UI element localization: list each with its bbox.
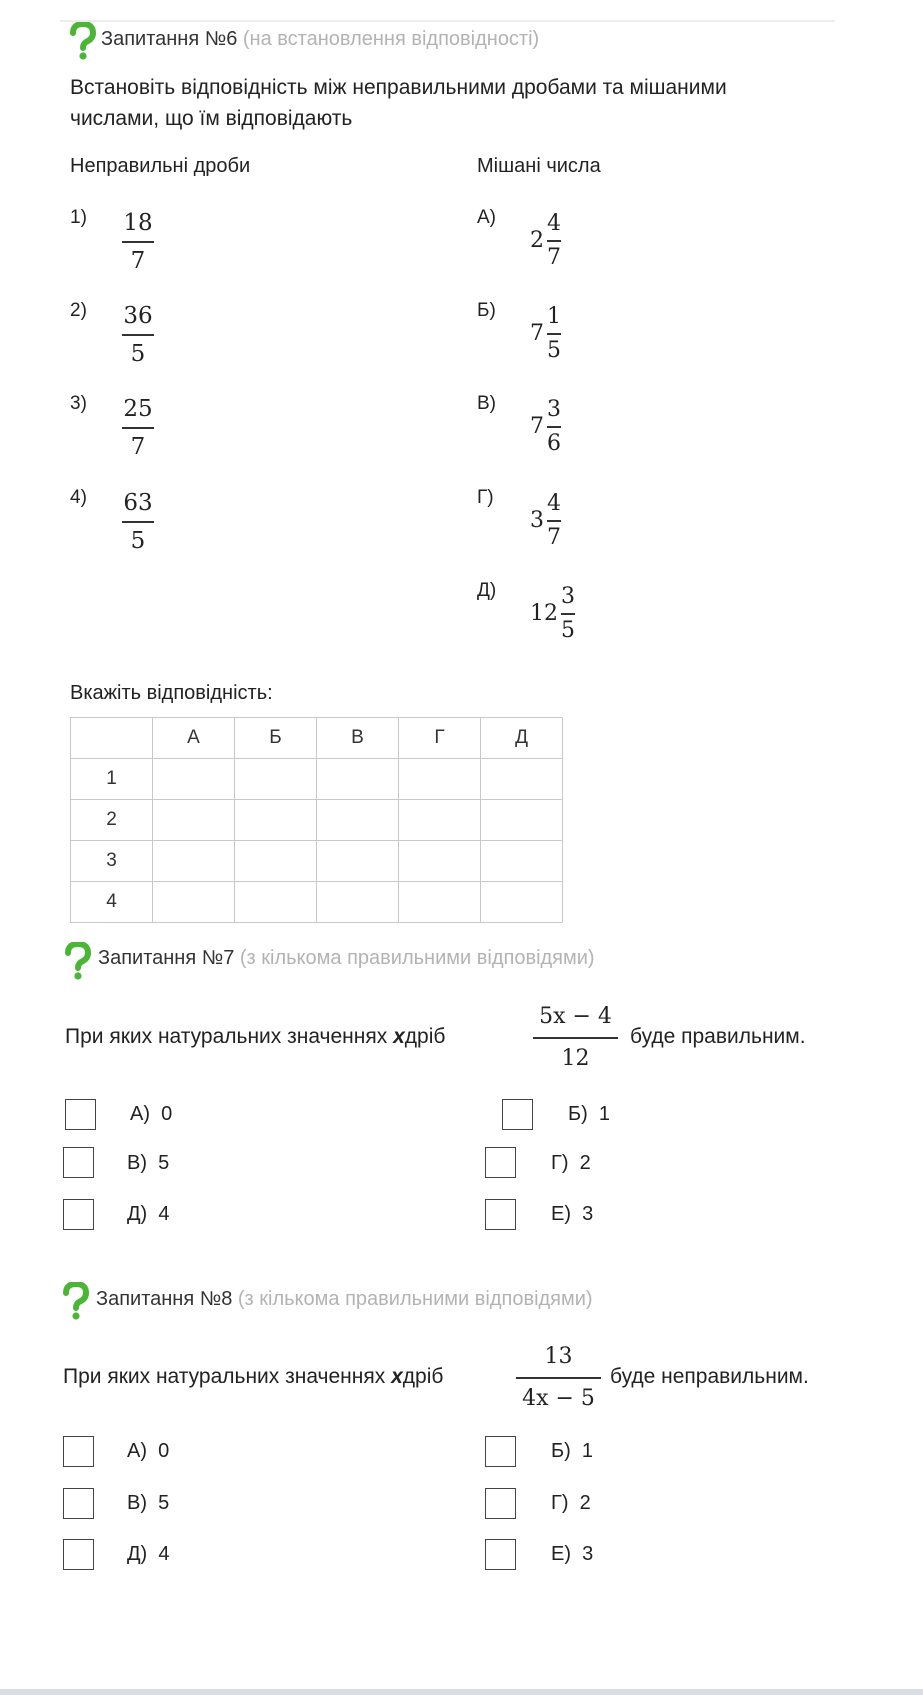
option-label: Г) 2 [551,1492,591,1514]
option-label: Г) 2 [551,1152,591,1174]
answer-cell[interactable] [481,882,563,923]
fraction-label: 1) [70,207,87,228]
answer-cell[interactable] [481,841,563,882]
checkbox-option-g[interactable] [485,1147,516,1178]
table-header-row [71,718,563,759]
answer-cell[interactable] [317,759,399,800]
question-6-text-line-2: числами, що їм відповідають [70,107,353,130]
option-label: Б) 1 [551,1440,594,1462]
fraction-label: 2) [70,300,87,321]
numerator: 4 [547,211,561,236]
answer-cell[interactable] [399,841,481,882]
answer-cell[interactable] [235,759,317,800]
mixed-number [530,490,561,552]
fraction-bar [533,1037,618,1039]
question-title: Запитання №7 [98,947,235,969]
question-7-text-end: буде правильним. [630,1025,806,1048]
checkbox-option-e[interactable] [485,1199,516,1230]
checkbox-option-e[interactable] [485,1539,516,1570]
denominator: 7 [130,247,146,274]
question-title: Запитання №8 [96,1288,233,1310]
table-title: Вкажіть відповідність: [70,682,273,704]
mixed-number [530,303,561,365]
answer-cell[interactable] [153,841,235,882]
answer-cell[interactable] [235,800,317,841]
question-text: дріб [402,1365,444,1388]
answer-cell[interactable] [153,759,235,800]
numerator: 18 [123,210,153,236]
option-label: Е) 3 [551,1203,594,1225]
checkbox-option-d[interactable] [63,1199,94,1230]
answer-cell[interactable] [399,759,481,800]
column-header: В [317,718,399,759]
top-divider [60,20,835,22]
answer-cell[interactable] [317,800,399,841]
mixed-label: Г) [477,487,494,508]
option-label: А) 0 [127,1440,170,1462]
question-mark-icon [70,22,96,62]
table-row [71,759,563,800]
row-header: 1 [71,759,153,800]
question-title: Запитання №6 [101,28,238,50]
question-type: (на встановлення відповідності) [242,28,540,50]
option-label: Е) 3 [551,1543,594,1565]
fraction-bar [122,521,154,523]
fraction [122,301,154,369]
fraction-bar [122,241,154,243]
checkbox-option-a[interactable] [65,1099,96,1130]
question-8-text-end: буде неправильним. [610,1365,809,1388]
option-label: Д) 4 [127,1543,170,1565]
denominator: 5 [130,340,146,367]
fraction-bar [122,427,154,429]
corner-cell [71,718,153,759]
fraction-bar [547,333,561,335]
checkbox-option-a[interactable] [63,1436,94,1467]
question-type: (з кількома правильними відповідями) [239,947,595,969]
variable: x [393,1025,405,1048]
denominator: 6 [547,430,561,456]
denominator: 7 [547,524,561,550]
fraction [122,208,154,276]
option-label: В) 5 [127,1492,170,1514]
mixed-number [530,583,575,645]
question-6-text-line-1: Встановіть відповідність між неправильними дробами та мішаними [70,76,727,99]
answer-cell[interactable] [317,882,399,923]
question-text: При яких натуральних значеннях [65,1025,388,1048]
column-header: А [153,718,235,759]
whole-part: 7 [530,414,544,440]
question-7-text-start [65,1022,445,1052]
numerator: 3 [561,584,575,609]
table-row [71,841,563,882]
fraction-label: 4) [70,487,87,508]
whole-part: 2 [530,228,544,254]
question-mark-icon [65,942,91,982]
numerator: 3 [547,397,561,422]
checkbox-option-g[interactable] [485,1488,516,1519]
checkbox-option-b[interactable] [502,1099,533,1130]
denominator: 12 [561,1045,590,1071]
whole-part: 12 [530,601,558,627]
fraction [122,488,154,556]
fraction [122,394,154,462]
numerator: 36 [123,303,153,329]
fraction-bar [547,426,561,428]
option-label: В) 5 [127,1152,170,1174]
question-text: При яких натуральних значеннях [63,1365,386,1388]
bottom-bar [0,1689,923,1695]
denominator: 5 [561,617,575,643]
fraction-bar [547,520,561,522]
mixed-label: Б) [477,300,496,321]
numerator: 13 [544,1344,573,1369]
option-label: Б) 1 [568,1103,611,1125]
table-row [71,800,563,841]
answer-cell[interactable] [153,800,235,841]
row-header: 4 [71,882,153,923]
whole-part: 3 [530,508,544,534]
answer-cell[interactable] [399,882,481,923]
denominator: 4x − 5 [522,1385,595,1411]
numerator: 4 [547,491,561,516]
denominator: 5 [547,337,561,363]
fraction-bar [561,613,575,615]
numerator: 63 [123,490,153,516]
improper-fractions-header: Неправильні дроби [70,155,251,177]
answer-cell[interactable] [481,800,563,841]
fraction-bar [547,240,561,242]
mixed-number [530,396,561,458]
question-text: дріб [404,1025,446,1048]
denominator: 7 [547,244,561,270]
question-8-text-start [63,1362,443,1392]
mixed-label: Д) [477,580,497,601]
row-header: 2 [71,800,153,841]
numerator: 25 [123,396,153,422]
question-7-header [98,947,595,970]
answer-cell[interactable] [235,841,317,882]
mixed-label: В) [477,393,496,414]
column-header: Д [481,718,563,759]
mixed-number [530,210,561,272]
checkbox-option-v[interactable] [63,1147,94,1178]
answer-matrix [70,717,563,923]
answer-cell[interactable] [317,841,399,882]
table-row [71,882,563,923]
column-header: Г [399,718,481,759]
fraction-formula [533,1002,618,1074]
fraction-bar [122,334,154,336]
answer-cell[interactable] [481,759,563,800]
option-label: А) 0 [130,1103,173,1125]
fraction-bar [516,1377,601,1379]
column-header: Б [235,718,317,759]
answer-cell[interactable] [399,800,481,841]
row-header: 3 [71,841,153,882]
checkbox-option-b[interactable] [485,1436,516,1467]
denominator: 5 [130,527,146,554]
variable: x [391,1365,403,1388]
whole-part: 7 [530,321,544,347]
fraction-label: 3) [70,393,87,414]
answer-cell[interactable] [235,882,317,923]
fraction-formula [516,1342,601,1414]
checkbox-option-v[interactable] [63,1488,94,1519]
question-mark-icon [63,1282,89,1322]
option-label: Д) 4 [127,1203,170,1225]
question-8-header [96,1288,593,1311]
mixed-label: А) [477,207,496,228]
denominator: 7 [130,433,146,460]
checkbox-option-d[interactable] [63,1539,94,1570]
answer-cell[interactable] [153,882,235,923]
question-type: (з кількома правильними відповідями) [237,1288,593,1310]
numerator: 1 [547,304,561,329]
question-6-header [101,28,539,51]
mixed-numbers-header: Мішані числа [477,155,601,177]
numerator: 5x − 4 [539,1004,612,1029]
